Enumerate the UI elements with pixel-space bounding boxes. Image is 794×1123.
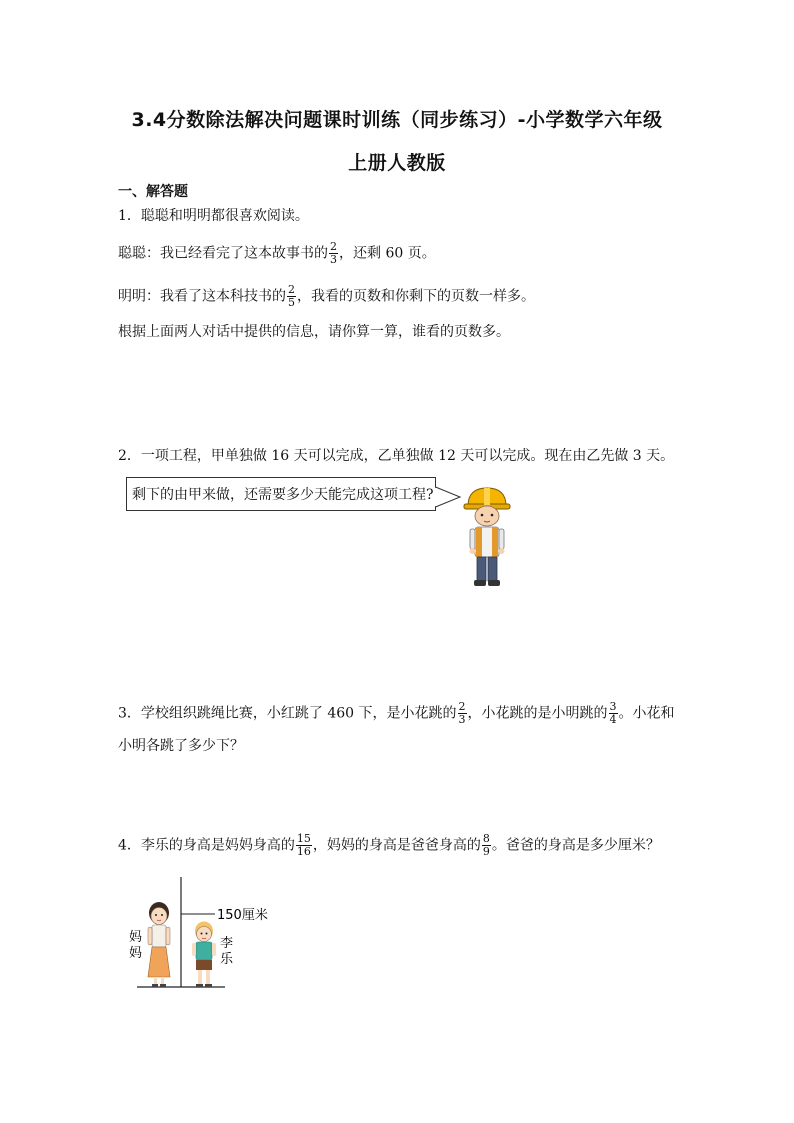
kid-label-char2: 乐 bbox=[220, 952, 234, 967]
q1-fraction-2-5: $\frac{2}{5}$ bbox=[288, 283, 295, 309]
q4-line1-text-a: 4．李乐的身高是妈妈身高的 bbox=[118, 837, 295, 854]
q1-line3-text-b: ，我看的页数和你剩下的页数一样多。 bbox=[297, 288, 535, 305]
q1-line1: 1．聪聪和明明都很喜欢阅读。 bbox=[118, 208, 309, 224]
q3-line1-text-b: ，小花跳的是小明跳的 bbox=[467, 705, 608, 722]
construction-worker-illustration bbox=[460, 484, 514, 590]
q1-line4: 根据上面两人对话中提供的信息，请你算一算，谁看的页数多。 bbox=[118, 324, 510, 340]
height-comparison-figure bbox=[125, 873, 285, 993]
q3-line2: 小明各跳了多少下？ bbox=[118, 738, 244, 754]
mom-figure bbox=[148, 902, 170, 987]
q3-line1-text-c: 。小花和 bbox=[618, 705, 675, 722]
page-title-line1: 3.4分数除法解决问题课时训练（同步练习）-小学数学六年级 bbox=[131, 109, 663, 131]
q4-fraction-8-9: $\frac{8}{9}$ bbox=[482, 832, 490, 858]
q1-line2 bbox=[118, 241, 436, 266]
section-heading: 一、解答题 bbox=[118, 184, 188, 200]
page-title-line2: 上册人教版 bbox=[348, 152, 446, 174]
q3-fraction-2-3: $\frac{2}{3}$ bbox=[458, 700, 466, 726]
q4-line1-text-b: ，妈妈的身高是爸爸身高的 bbox=[312, 837, 481, 854]
q4-line1-text-c: 。爸爸的身高是多少厘米？ bbox=[491, 837, 660, 854]
q1-line3-text-a: 明明：我看了这本科技书的 bbox=[118, 288, 286, 305]
q4-fraction-15-16: $\frac{15}{16}$ bbox=[296, 832, 311, 858]
q3-fraction-3-4: $\frac{3}{4}$ bbox=[609, 700, 617, 726]
speech-bubble-tail bbox=[430, 485, 462, 515]
mom-label-char1: 妈 bbox=[129, 930, 143, 945]
q1-line2-text-a: 聪聪：我已经看完了这本故事书的 bbox=[118, 245, 328, 262]
kid-figure bbox=[192, 922, 216, 988]
q1-line2-text-b: ，还剩 60 页。 bbox=[339, 245, 436, 262]
q3-line1-text-a: 3．学校组织跳绳比赛，小红跳了 460 下，是小花跳的 bbox=[118, 705, 457, 722]
q1-fraction-2-3: $\frac{2}{3}$ bbox=[330, 240, 337, 266]
speech-bubble bbox=[126, 477, 436, 511]
mom-label-char2: 妈 bbox=[129, 946, 143, 961]
height-label-150cm: 150厘米 bbox=[217, 908, 268, 923]
speech-bubble-text: 剩下的由甲来做，还需要多少天能完成这项工程? bbox=[132, 487, 434, 503]
kid-label-char1: 李 bbox=[220, 936, 234, 951]
q2-line1: 2．一项工程，甲单独做 16 天可以完成，乙单独做 12 天可以完成。现在由乙先做 3 天。 bbox=[118, 448, 675, 464]
q1-line3 bbox=[118, 284, 535, 309]
q3-line1 bbox=[118, 701, 675, 726]
q4-line1 bbox=[118, 833, 660, 858]
